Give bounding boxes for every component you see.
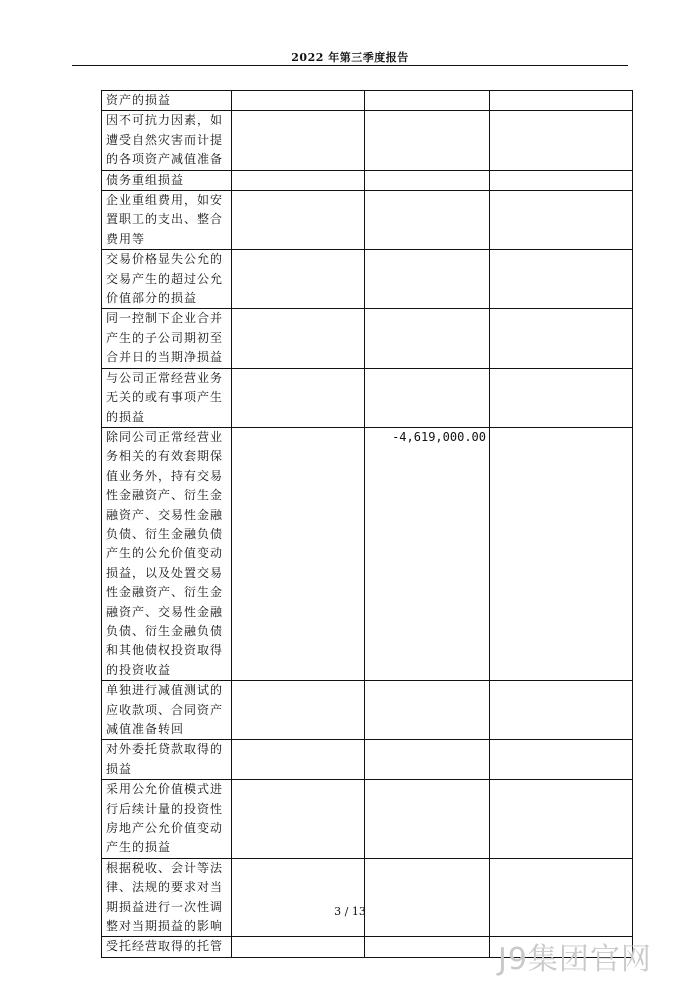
row-label: 债务重组损益 — [102, 170, 232, 190]
table-row — [102, 780, 633, 859]
row-label: 与公司正常经营业务无关的或有事项产生的损益 — [102, 368, 232, 427]
cell-col4 — [490, 91, 633, 111]
cell-col4 — [490, 858, 633, 937]
row-label: 根据税收、会计等法律、法规的要求对当期损益进行一次性调整对当期损益的影响 — [102, 858, 232, 937]
cell-col4 — [490, 111, 633, 170]
cell-col4 — [490, 740, 633, 780]
cell-col4 — [490, 191, 633, 250]
table-row — [102, 191, 633, 250]
cell-col3 — [365, 681, 490, 740]
cell-col3 — [365, 111, 490, 170]
cell-col3: -4,619,000.00 — [365, 427, 490, 680]
cell-col2 — [232, 427, 365, 680]
non-recurring-items-table — [101, 90, 633, 958]
cell-col2 — [232, 250, 365, 309]
row-label: 除同公司正常经营业务相关的有效套期保值业务外，持有交易性金融资产、衍生金融资产、交易性金融负债、衍生金融负债产生的公允价值变动损益，以及处置交易性金融资产、衍生金融资产、交易性金融负债、衍生金融负债和其他债权投资取得的投资收益 — [102, 427, 232, 680]
cell-col4 — [490, 427, 633, 680]
row-label: 交易价格显失公允的交易产生的超过公允价值部分的损益 — [102, 250, 232, 309]
cell-col3 — [365, 309, 490, 368]
row-label: 企业重组费用，如安置职工的支出、整合费用等 — [102, 191, 232, 250]
table-row — [102, 681, 633, 740]
cell-col2 — [232, 368, 365, 427]
cell-col2 — [232, 170, 365, 190]
cell-col2 — [232, 111, 365, 170]
cell-col3 — [365, 368, 490, 427]
table-row — [102, 91, 633, 111]
row-label: 同一控制下企业合并产生的子公司期初至合并日的当期净损益 — [102, 309, 232, 368]
cell-col2 — [232, 681, 365, 740]
table-row — [102, 250, 633, 309]
row-label: 受托经营取得的托管 — [102, 937, 232, 957]
header-divider — [72, 65, 628, 66]
table-row — [102, 170, 633, 190]
table-row — [102, 368, 633, 427]
cell-col2 — [232, 780, 365, 859]
cell-col2 — [232, 937, 365, 957]
cell-col3 — [365, 858, 490, 937]
cell-col4 — [490, 780, 633, 859]
cell-col4 — [490, 681, 633, 740]
cell-col4 — [490, 309, 633, 368]
cell-col2 — [232, 858, 365, 937]
table-row — [102, 111, 633, 170]
table-row — [102, 427, 633, 680]
table-row — [102, 740, 633, 780]
cell-col3 — [365, 91, 490, 111]
cell-col3 — [365, 780, 490, 859]
cell-col3 — [365, 937, 490, 957]
cell-col4 — [490, 170, 633, 190]
row-label: 资产的损益 — [102, 91, 232, 111]
page-number: 3 / 13 — [334, 905, 366, 918]
cell-col3 — [365, 740, 490, 780]
cell-col4 — [490, 250, 633, 309]
cell-col2 — [232, 309, 365, 368]
table-row — [102, 309, 633, 368]
cell-col2 — [232, 91, 365, 111]
report-header-title: 2022 年第三季度报告 — [291, 51, 409, 64]
row-label: 因不可抗力因素，如遭受自然灾害而计提的各项资产减值准备 — [102, 111, 232, 170]
row-label: 单独进行减值测试的应收款项、合同资产减值准备转回 — [102, 681, 232, 740]
cell-col3 — [365, 170, 490, 190]
row-label: 对外委托贷款取得的损益 — [102, 740, 232, 780]
row-label: 采用公允价值模式进行后续计量的投资性房地产公允价值变动产生的损益 — [102, 780, 232, 859]
table-row — [102, 858, 633, 937]
cell-col2 — [232, 740, 365, 780]
watermark-text: J9集团官网 — [498, 942, 652, 977]
cell-col4 — [490, 368, 633, 427]
cell-col3 — [365, 191, 490, 250]
table-body — [102, 91, 633, 958]
cell-col3 — [365, 250, 490, 309]
cell-col2 — [232, 191, 365, 250]
